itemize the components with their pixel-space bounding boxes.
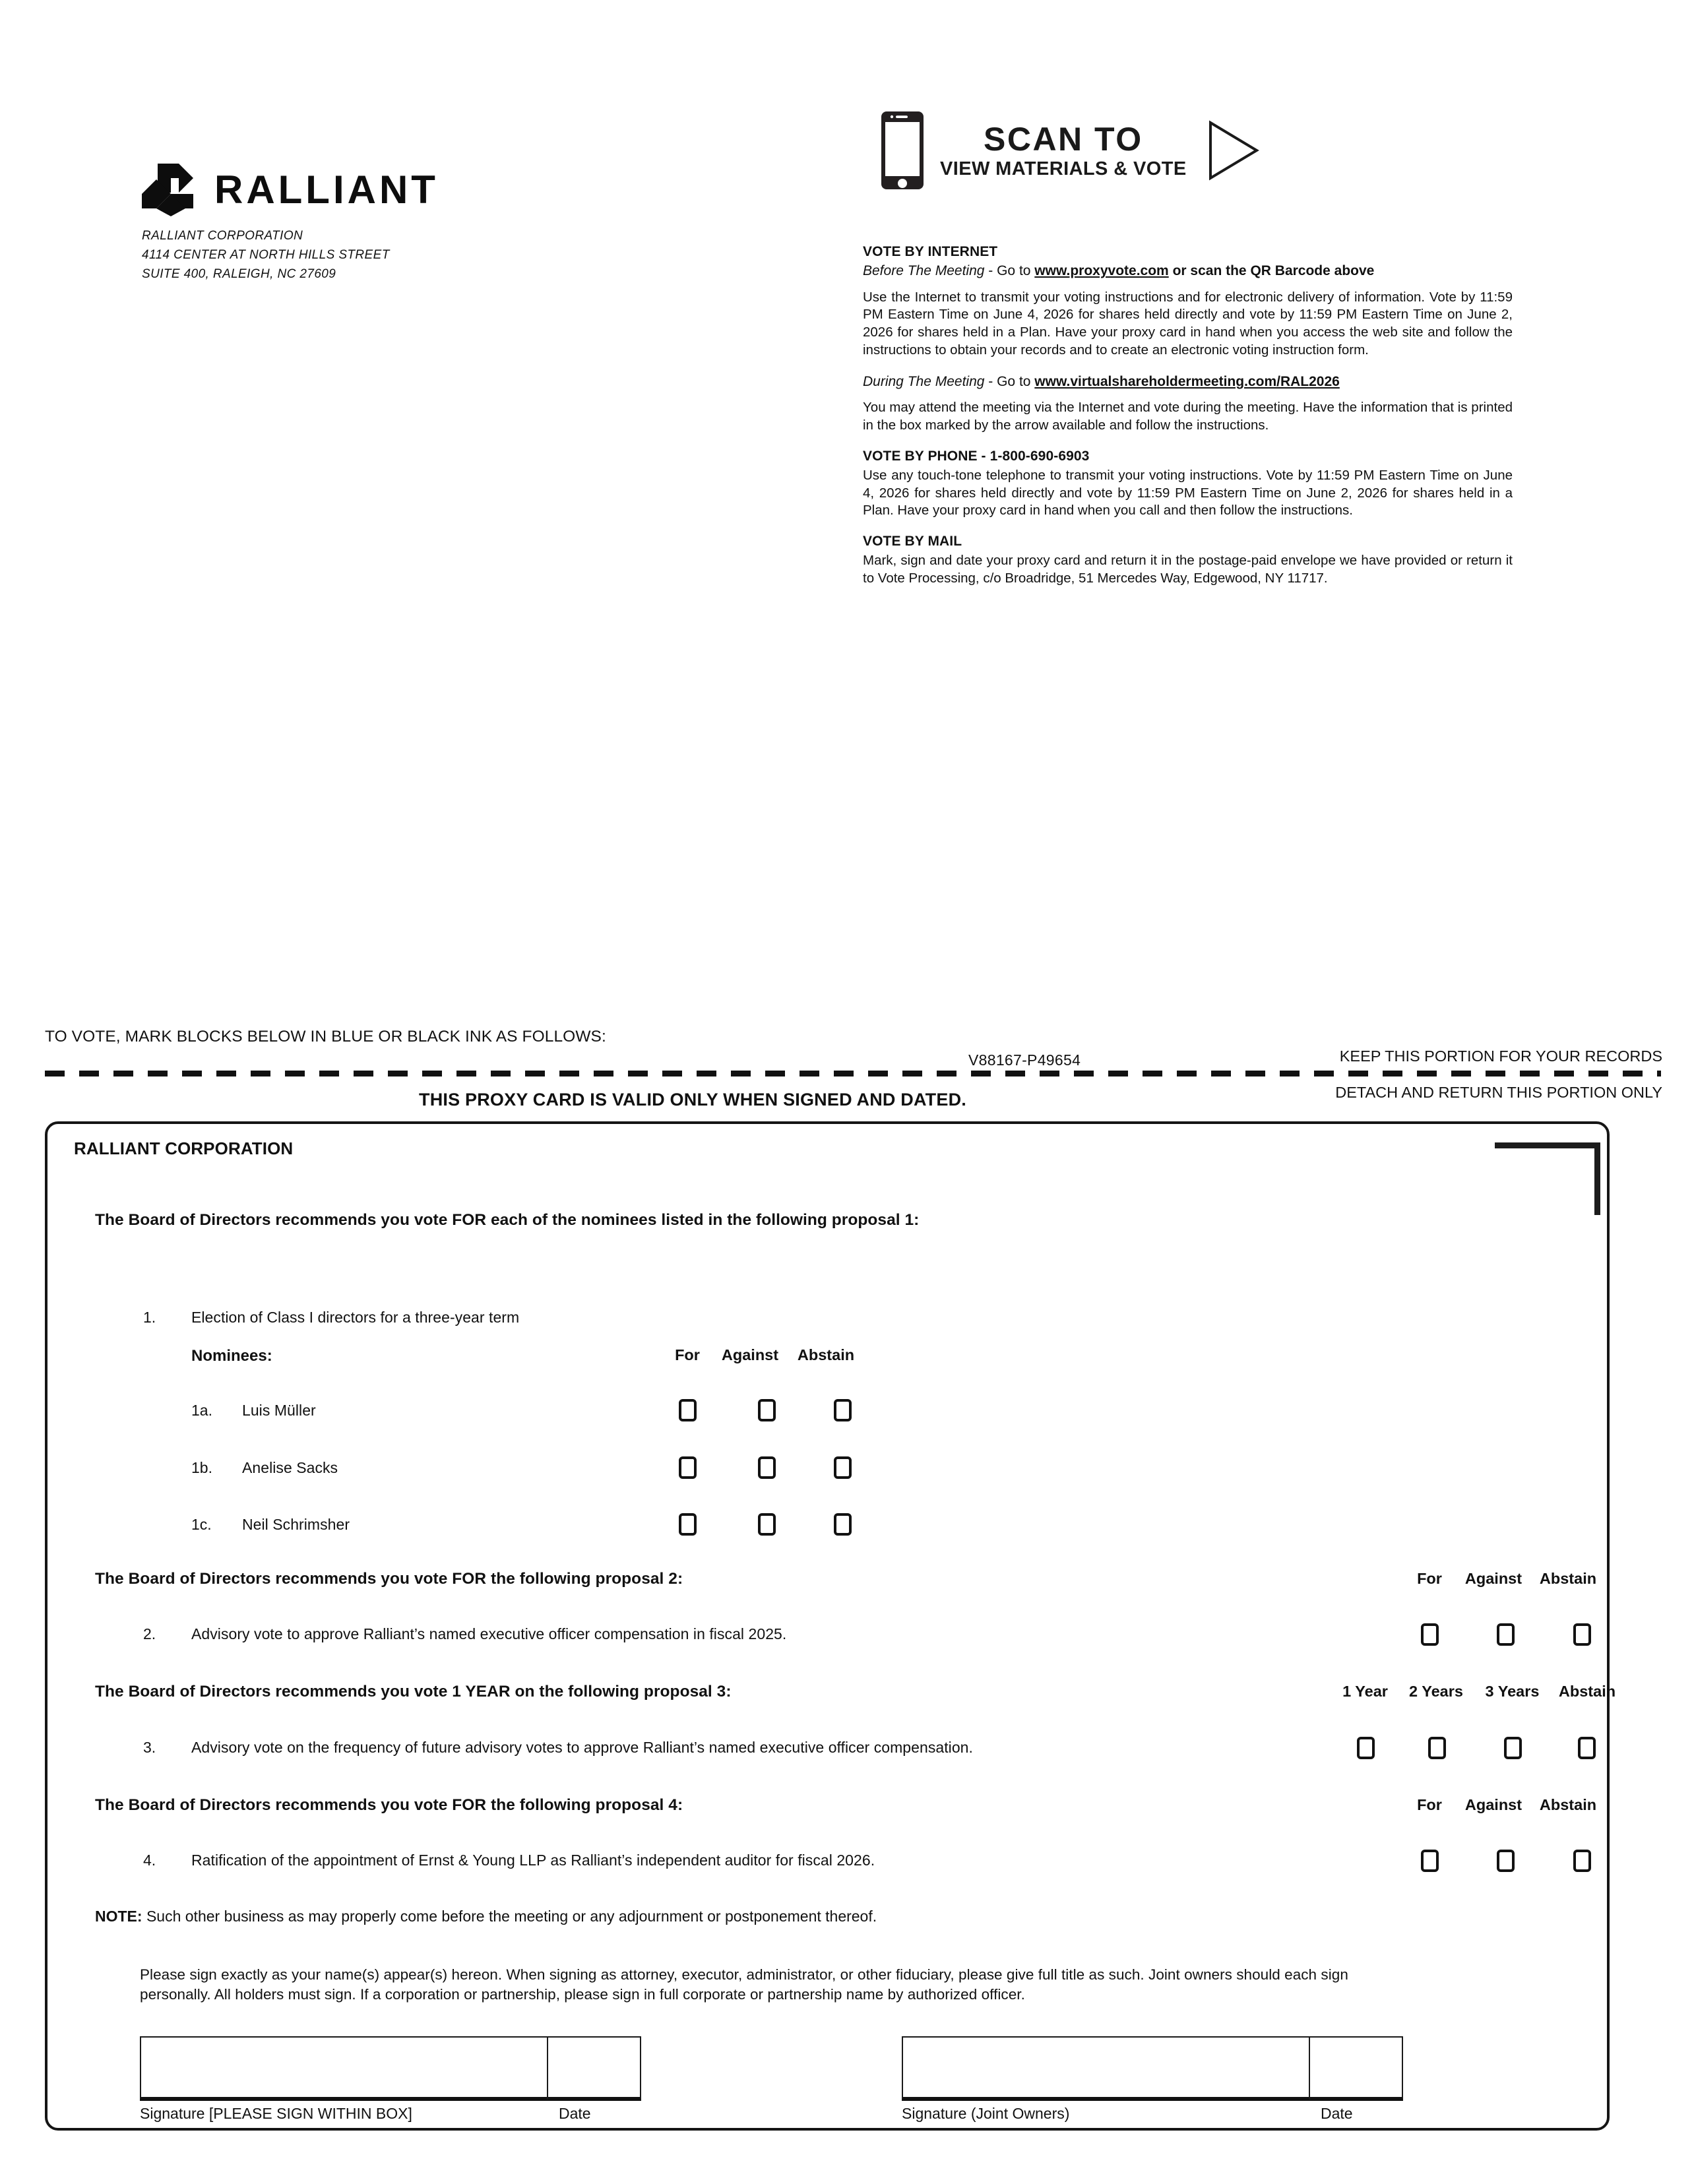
company-logo-block [142,164,511,284]
proposal-4-abstain-checkbox[interactable] [1573,1850,1591,1872]
nominee-1c-ref: 1c. [191,1516,212,1533]
control-number: V88167-P49654 [968,1051,1081,1069]
scan-text-group [940,120,1187,179]
scan-to-vote-banner [881,111,1259,190]
before-meeting-label: Before The Meeting [863,263,985,279]
proxy-card-box [45,1121,1616,2131]
nominee-1a-name: Luis Müller [242,1402,316,1419]
internet-during-body: You may attend the meeting via the Internet and vote during the meeting. Have the information that is printed in the box marked by the arrow available and follow the instructions. [863,400,1513,433]
phone-body: Use any touch-tone telephone to transmit your voting instructions. Vote by 11:59 PM Eastern Time on June 4, 2026 for shares held directly and vote by 11:59 PM Eastern Time on June 2, 2026 for shares held in a Plan. Have your proxy card in hand when you call and then follow the instructions. [863,468,1513,518]
proxyvote-link[interactable]: www.proxyvote.com [1034,263,1169,279]
signature-primary-box[interactable] [140,2036,641,2101]
note-text: Such other business as may properly come before the meeting or any adjournment or postponement thereof. [142,1908,877,1925]
proposal-2-recommendation: The Board of Directors recommends you vote FOR the following proposal 2: [95,1570,683,1588]
p4-column-against: Against [1464,1796,1522,1813]
proposal-1-number: 1. [143,1309,156,1326]
address-line-3: SUITE 400, RALEIGH, NC 27609 [142,266,336,281]
proposal-4-text: Ratification of the appointment of Ernst & Young LLP as Ralliant’s independent auditor for fiscal 2026. [191,1852,875,1869]
ralliant-logo-icon [142,164,197,216]
during-meeting-label: During The Meeting [863,374,985,390]
p1-column-for: For [675,1346,700,1363]
signature-joint-label: Signature (Joint Owners) [902,2105,1070,2122]
logo-row [142,164,511,216]
proposal-3-abstain-checkbox[interactable] [1578,1737,1596,1759]
proposal-2-for-checkbox[interactable] [1421,1623,1439,1646]
address-line-2: 4114 CENTER AT NORTH HILLS STREET [142,247,390,262]
view-materials-vote-label: VIEW MATERIALS & VOTE [940,158,1187,179]
signature-primary-label: Signature [PLEASE SIGN WITHIN BOX] [140,2105,412,2122]
proposal-3-number: 3. [143,1739,156,1756]
nominee-1c-abstain-checkbox[interactable] [834,1513,852,1536]
p1-column-against: Against [721,1346,779,1363]
p2-column-for: For [1417,1570,1442,1587]
proxy-card-valid-notice: THIS PROXY CARD IS VALID ONLY WHEN SIGNED AND DATED. [419,1090,966,1109]
proposal-2-text: Advisory vote to approve Ralliant’s named executive officer compensation in fiscal 2025. [191,1625,787,1642]
p3-column-2years: 2 Years [1409,1683,1463,1700]
proposal-2-number: 2. [143,1625,156,1642]
company-address [142,227,511,284]
proposal-1-text: Election of Class I directors for a three-year term [191,1309,520,1326]
nominee-1c-against-checkbox[interactable] [758,1513,776,1536]
scan-to-label: SCAN TO [983,120,1143,158]
nominee-1b-for-checkbox[interactable] [679,1456,697,1479]
logo-wordmark: RALLIANT [214,168,439,212]
signature-joint-divider [1309,2036,1310,2100]
proposal-2-abstain-checkbox[interactable] [1573,1623,1591,1646]
vote-instructions [863,243,1513,588]
proposal-3-3years-checkbox[interactable] [1504,1737,1522,1759]
play-triangle-icon [1207,120,1259,181]
nominee-1b-ref: 1b. [191,1459,212,1476]
nominee-1a-ref: 1a. [191,1402,212,1419]
p4-column-abstain: Abstain [1539,1796,1597,1813]
before-meeting-line [863,262,1513,280]
proposal-4-against-checkbox[interactable] [1497,1850,1515,1872]
p1-column-abstain: Abstain [797,1346,855,1363]
during-meeting-line [863,373,1513,390]
proposal-4-recommendation: The Board of Directors recommends you vote FOR the following proposal 4: [95,1796,683,1814]
proposal-4-for-checkbox[interactable] [1421,1850,1439,1872]
proposal-3-recommendation: The Board of Directors recommends you vote 1 YEAR on the following proposal 3: [95,1683,732,1700]
signature-joint-box[interactable] [902,2036,1403,2101]
signature-instruction: Please sign exactly as your name(s) appear(s) hereon. When signing as attorney, executor, administrator, or other fiduciary, please give full title as such. Joint owners should each sign personally. All holders must sign. If a corporation or partnership, please sign in full corporate or partnership name by authorized officer. [140,1966,1348,2003]
keep-portion-label: KEEP THIS PORTION FOR YOUR RECORDS [1339,1047,1662,1065]
nominee-1c-name: Neil Schrimsher [242,1516,350,1533]
nominees-label: Nominees: [191,1347,272,1365]
p4-column-for: For [1417,1796,1442,1813]
detach-portion-label: DETACH AND RETURN THIS PORTION ONLY [1335,1084,1662,1101]
note-line [95,1908,877,1925]
p3-column-1year: 1 Year [1342,1683,1388,1700]
proposal-3-text: Advisory vote on the frequency of future advisory votes to approve Ralliant’s named executive officer compensation. [191,1739,973,1756]
proposal-4-number: 4. [143,1852,156,1869]
nominee-1b-abstain-checkbox[interactable] [834,1456,852,1479]
card-company-title: RALLIANT CORPORATION [74,1139,294,1158]
alignment-corner-mark [1491,1124,1607,1216]
virtual-meeting-link[interactable]: www.virtualshareholdermeeting.com/RAL2026 [1034,374,1340,390]
nominee-1a-for-checkbox[interactable] [679,1399,697,1421]
nominee-1b-name: Anelise Sacks [242,1459,338,1476]
signature-primary-divider [547,2036,548,2100]
p3-column-abstain: Abstain [1558,1683,1616,1700]
signature-joint-date-label: Date [1321,2105,1353,2122]
mobile-phone-icon [881,111,924,190]
proposal-3-2years-checkbox[interactable] [1428,1737,1446,1759]
during-meeting-dash: - Go to [984,374,1035,390]
p2-column-against: Against [1464,1570,1522,1587]
proposal-3-1year-checkbox[interactable] [1357,1737,1375,1759]
detach-dashed-line [45,1071,1661,1076]
p3-column-3years: 3 Years [1485,1683,1540,1700]
before-meeting-tail: or scan the QR Barcode above [1168,263,1375,279]
before-meeting-dash: - Go to [984,263,1035,279]
nominee-1c-for-checkbox[interactable] [679,1513,697,1536]
internet-before-body: Use the Internet to transmit your voting instructions and for electronic delivery of information. Vote by 11:59 PM Eastern Time on June 4, 2026 for shares held directly and vote by 11:59 PM Eastern Time on June 2, 2026 for shares held in a Plan. Have your proxy card in hand when you access the web site and follow the instructions to obtain your records and to create an electronic voting instruction form. [863,289,1513,358]
vote-by-mail-heading: VOTE BY MAIL [863,533,962,549]
nominee-1a-against-checkbox[interactable] [758,1399,776,1421]
mail-body: Mark, sign and date your proxy card and return it in the postage-paid envelope we have provided or return it to Vote Processing, c/o Broadridge, 51 Mercedes Way, Edgewood, NY 11717. [863,553,1513,586]
mark-blocks-instruction: TO VOTE, MARK BLOCKS BELOW IN BLUE OR BLACK INK AS FOLLOWS: [45,1028,606,1045]
nominee-1a-abstain-checkbox[interactable] [834,1399,852,1421]
vote-by-phone-heading: VOTE BY PHONE - 1-800-690-6903 [863,448,1090,464]
signature-primary-date-label: Date [559,2105,591,2122]
vote-by-internet-heading: VOTE BY INTERNET [863,244,998,259]
p2-column-abstain: Abstain [1539,1570,1597,1587]
address-line-1: RALLIANT CORPORATION [142,229,303,243]
nominee-1b-against-checkbox[interactable] [758,1456,776,1479]
proposal-1-recommendation: The Board of Directors recommends you vote FOR each of the nominees listed in the following proposal 1: [95,1211,920,1229]
proposal-2-against-checkbox[interactable] [1497,1623,1515,1646]
note-label: NOTE: [95,1908,142,1925]
